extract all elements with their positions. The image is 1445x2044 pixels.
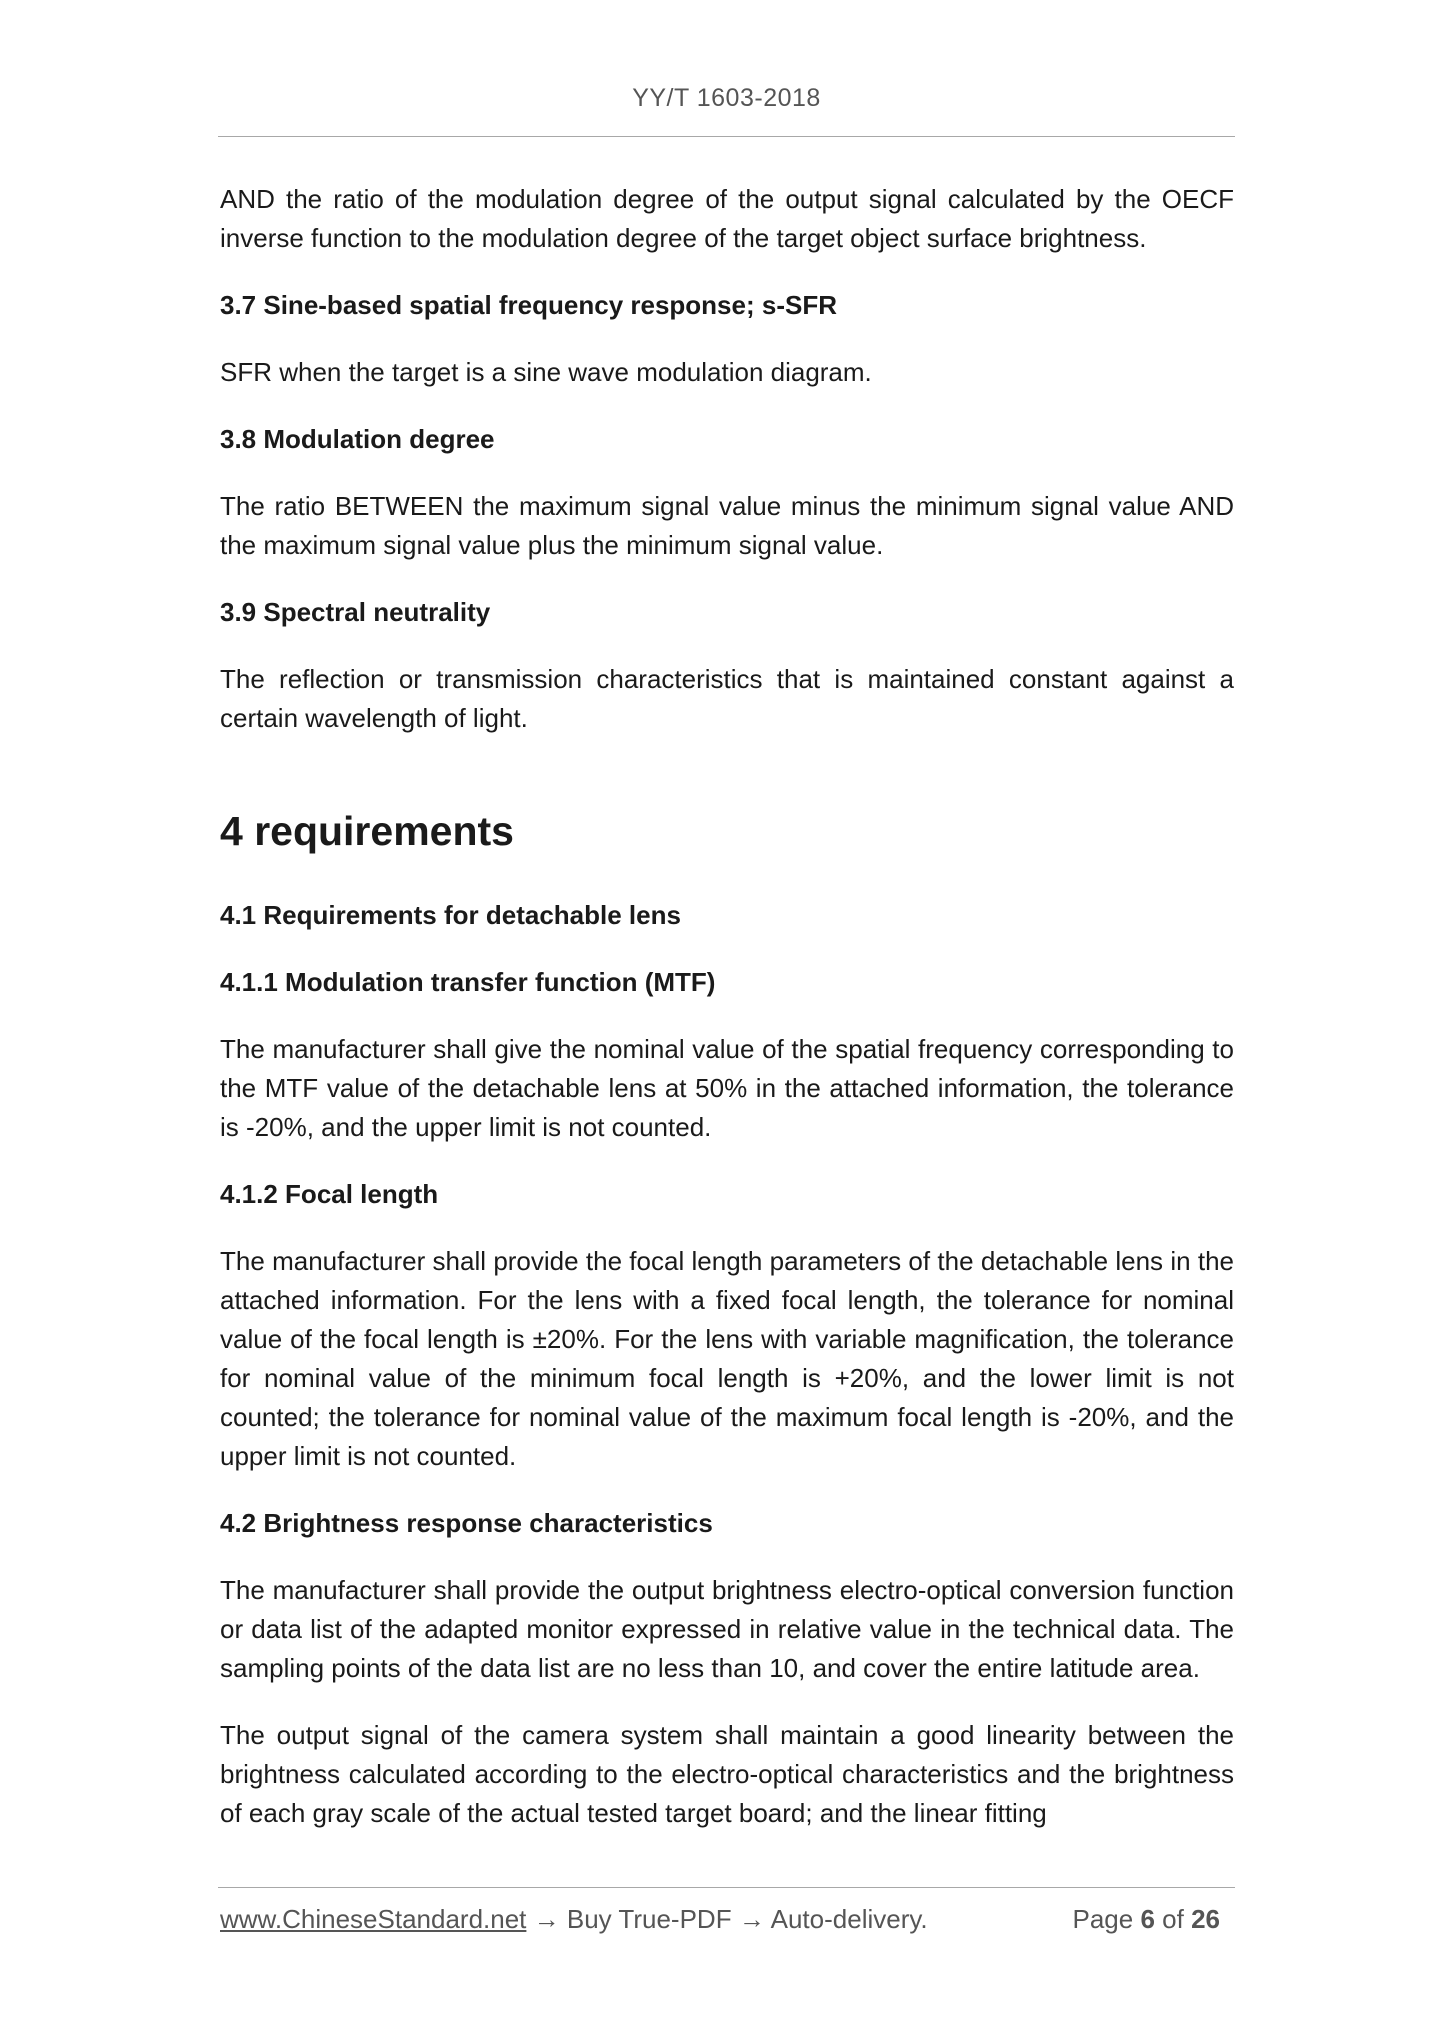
page-number <box>1072 1901 1220 1937</box>
of-word: of <box>1162 1904 1184 1934</box>
paragraph-4-1-1: The manufacturer shall give the nominal value of the spatial frequency corresponding to the MTF value of the detachable lens at 50% in the attached information, the tolerance is -20%, and the upper limit is not counted. <box>220 1034 1234 1142</box>
buy-text: Buy True-PDF <box>566 1904 732 1934</box>
arrow-icon: → <box>738 1904 765 1934</box>
paragraph-3-7: SFR when the target is a sine wave modulation diagram. <box>220 357 872 387</box>
paragraph-3-8: The ratio BETWEEN the maximum signal value minus the minimum signal value AND the maximum signal value plus the minimum signal value. <box>220 491 1234 560</box>
heading-4-1-1: 4.1.1 Modulation transfer function (MTF) <box>220 967 716 997</box>
page-current: 6 <box>1140 1904 1155 1934</box>
heading-4-1-2: 4.1.2 Focal length <box>220 1179 439 1209</box>
page-total: 26 <box>1191 1904 1220 1934</box>
heading-4-1: 4.1 Requirements for detachable lens <box>220 900 681 930</box>
heading-3-8: 3.8 Modulation degree <box>220 424 495 454</box>
heading-3-7: 3.7 Sine-based spatial frequency response; s-SFR <box>220 290 837 320</box>
heading-4-2: 4.2 Brightness response characteristics <box>220 1508 713 1538</box>
heading-3-9: 3.9 Spectral neutrality <box>220 597 491 627</box>
paragraph-4-2-b: The output signal of the camera system shall maintain a good linearity between the brightness calculated according to the electro-optical characteristics and the brightness of each gray scale of the actual tested target board; and the linear fitting <box>220 1720 1234 1828</box>
header-divider <box>218 136 1235 137</box>
running-header: YY/T 1603-2018 <box>632 84 821 112</box>
paragraph-4-2-a: The manufacturer shall provide the output brightness electro-optical conversion function or data list of the adapted monitor expressed in relative value in the technical data. The sampling points of the data list are no less than 10, and cover the entire latitude area. <box>220 1575 1234 1683</box>
footer-divider <box>218 1887 1235 1888</box>
heading-4: 4 requirements <box>220 808 514 854</box>
paragraph-4-1-2: The manufacturer shall provide the focal length parameters of the detachable lens in the attached information. For the lens with a fixed focal length, the tolerance for nominal value of the focal length is ±20%. For the lens with variable magnification, the tolerance for nominal value of the minimum focal length is +20%, and the lower limit is not counted; the tolerance for nominal value of the maximum focal length is -20%, and the upper limit is not counted. <box>220 1246 1234 1471</box>
site-link[interactable]: www.ChineseStandard.net <box>220 1904 527 1934</box>
delivery-text: Auto-delivery. <box>770 1904 928 1934</box>
arrow-icon: → <box>533 1904 560 1934</box>
page-content <box>220 180 1234 1861</box>
paragraph-3-9: The reflection or transmission characteristics that is maintained constant against a certain wavelength of light. <box>220 664 1234 733</box>
page-footer <box>220 1901 1220 1937</box>
page-word: Page <box>1072 1904 1134 1934</box>
paragraph-intro: AND the ratio of the modulation degree of the output signal calculated by the OECF inverse function to the modulation degree of the target object surface brightness. <box>220 184 1234 253</box>
